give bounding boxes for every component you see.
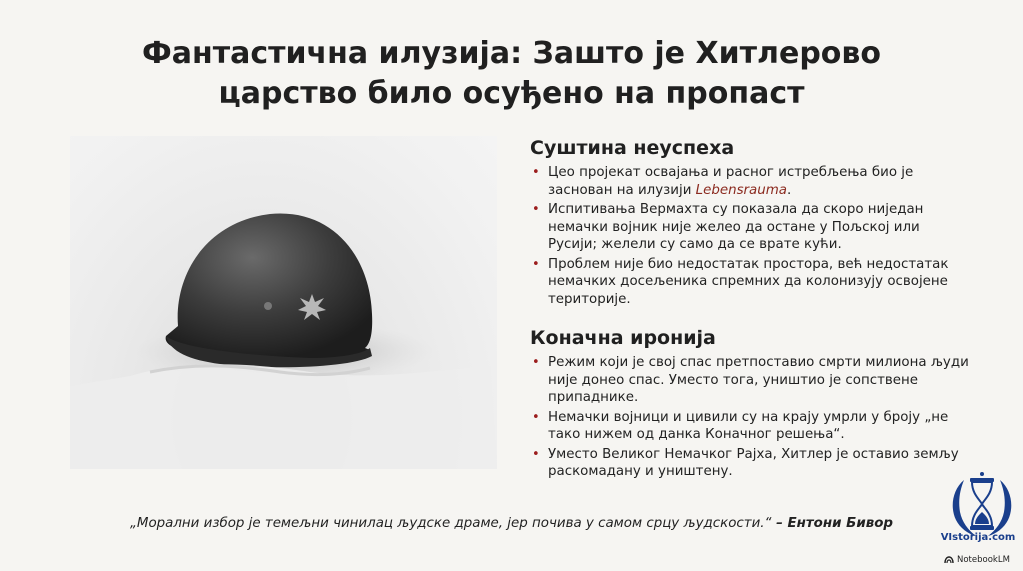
quote-dash: – — [771, 516, 788, 531]
bullet-icon: • — [532, 446, 540, 462]
failure-list — [530, 164, 970, 308]
content-column — [530, 136, 970, 483]
list-item-text: Испитивања Вермахта су показала да скоро ниједан немачки војник није желео да остане у Пољској или Русији; желели су само да се врате кући. — [548, 202, 924, 252]
section-heading-irony: Коначна иронија — [530, 327, 716, 349]
helmet-photo — [70, 136, 497, 469]
helmet-in-snow-image — [70, 136, 497, 469]
list-item — [530, 201, 970, 254]
list-item-text: Уместо Великог Немачког Рајха, Хитлер је оставио земљу раскомадану и уништену. — [548, 446, 959, 479]
bullet-icon: • — [532, 165, 540, 180]
bullet-icon: • — [532, 409, 540, 425]
logo-text: VIstorija.com — [940, 532, 1016, 543]
irony-list — [530, 354, 970, 481]
slide-title-line-2: царство било осуђено на пропаст — [218, 76, 805, 111]
list-item-text-end: . — [787, 182, 792, 198]
notebooklm-watermark — [944, 555, 1020, 565]
list-item-text: Проблем није био недостатак простора, већ недостатак немачких досељеника спремних да колонизују освојене територије. — [548, 256, 949, 307]
list-item — [530, 256, 970, 309]
quote-text: „Морални избор је темељни чинилац људске драме, јер почива у самом срцу људскости.“ — [129, 516, 772, 531]
bullet-icon: • — [532, 256, 540, 272]
section-heading-failure: Суштина неуспеха — [530, 137, 735, 159]
list-item — [530, 164, 970, 199]
bullet-icon: • — [532, 202, 540, 217]
notebooklm-icon — [944, 555, 954, 565]
list-item-text: Режим који је свој спас претпоставио смрти милиона људи није донео спас. Уместо тога, уништио је сопствене припаднике. — [548, 355, 969, 405]
list-item-text: Немачки војници и цивили су на крају умрли у броју „не тако нижем од данка Коначног решења“. — [548, 409, 949, 442]
slide-title — [0, 34, 1023, 114]
list-item — [530, 446, 970, 481]
list-item-text: Цео пројекат освајања и расног истребљења био је заснован на илузији — [548, 165, 914, 198]
watermark-text: NotebookLM — [957, 555, 1010, 565]
bullet-icon: • — [532, 355, 540, 370]
list-item — [530, 354, 970, 407]
slide-title-line-1: Фантастична илузија: Зашто је Хитлерово — [142, 36, 881, 71]
lebensraum-term: Lebensrauma — [695, 182, 788, 198]
quote-author: Ентони Бивор — [787, 516, 894, 531]
quote — [0, 516, 1023, 531]
list-item — [530, 409, 970, 444]
